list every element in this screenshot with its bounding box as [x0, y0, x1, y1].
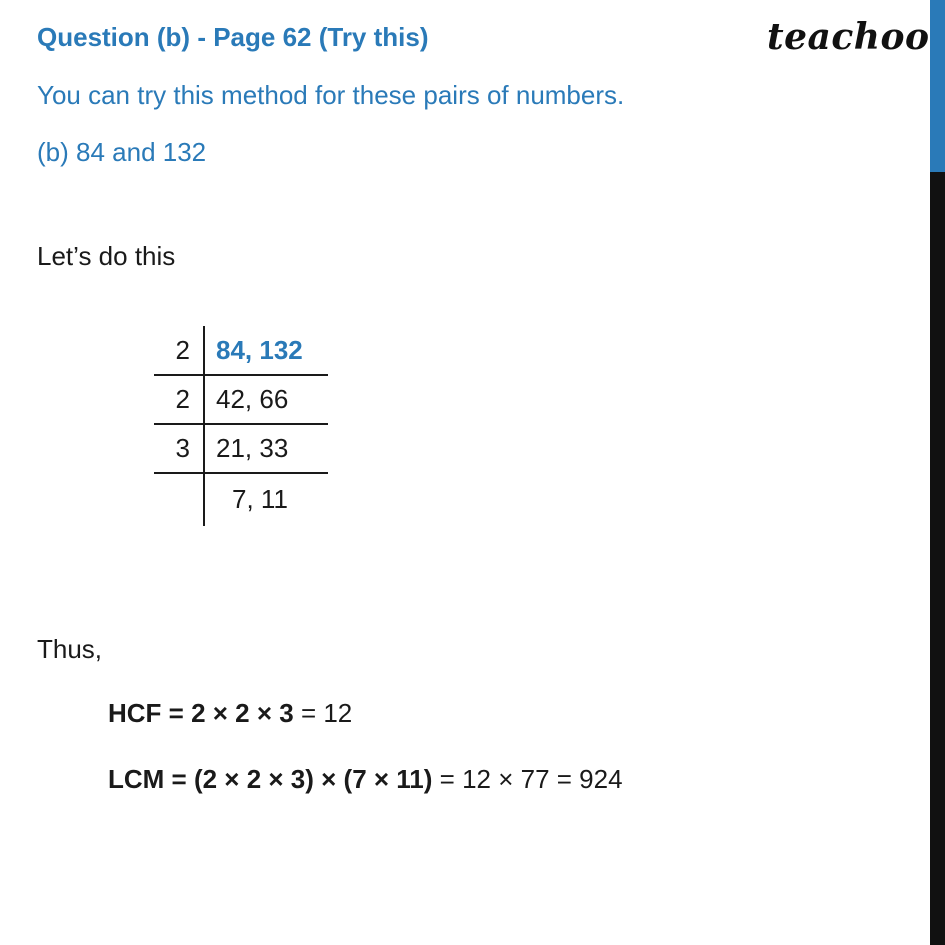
division-table — [154, 326, 328, 526]
table-divisor: 2 — [175, 384, 190, 414]
table-divider-line — [154, 374, 328, 376]
table-value: 42, 66 — [216, 384, 289, 414]
table-divisor: 2 — [175, 335, 190, 365]
question-title: Question (b) - Page 62 (Try this) — [37, 22, 429, 52]
table-divider-line — [154, 423, 328, 425]
table-value: 84, 132 — [216, 335, 303, 365]
right-edge-accent — [930, 0, 945, 172]
teachoo-logo: teachoo — [767, 16, 930, 58]
hcf-line — [108, 698, 352, 729]
hcf-result: = 12 — [293, 698, 353, 728]
table-value: 7, 11 — [232, 484, 288, 514]
lcm-result: = 12 × 77 = 924 — [432, 764, 623, 794]
solution-intro: Let’s do this — [37, 241, 176, 271]
table-vertical-line — [203, 326, 205, 526]
lcm-line — [108, 764, 623, 795]
table-divider-line — [154, 472, 328, 474]
hcf-label: HCF = 2 × 2 × 3 — [108, 698, 294, 728]
thus-text: Thus, — [37, 634, 103, 664]
lcm-label: LCM = (2 × 2 × 3) × (7 × 11) — [108, 764, 433, 794]
table-divisor: 3 — [175, 433, 190, 463]
table-value: 21, 33 — [216, 433, 289, 463]
question-part: (b) 84 and 132 — [37, 137, 207, 167]
question-text: You can try this method for these pairs of numbers. — [37, 80, 625, 110]
